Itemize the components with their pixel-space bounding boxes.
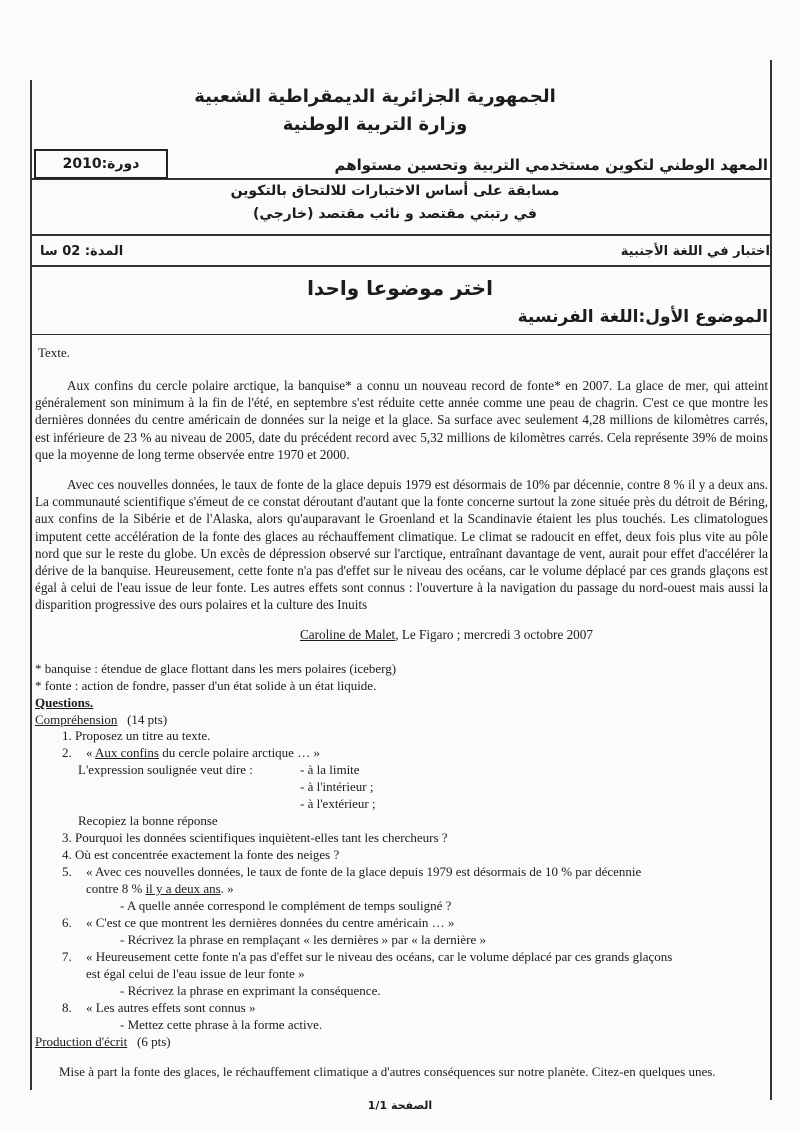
choose-instruction: اختر موضوعا واحدا — [307, 276, 493, 300]
frame-right-border — [770, 60, 772, 1100]
ministry-title: وزارة التربية الوطنية — [282, 114, 468, 135]
question-7-sub: - Récrivez la phrase en exprimant la conséquence. — [120, 983, 381, 998]
production-heading — [35, 1034, 171, 1050]
question-2-rest: du cercle polaire arctique … » — [158, 745, 320, 760]
question-2-instruction: Recopiez la bonne réponse — [78, 813, 218, 828]
question-2-option-3: - à l'extérieur ; — [300, 796, 376, 811]
question-5-underlined: il y a deux ans — [145, 881, 221, 896]
production-prompt: Mise à part la fonte des glaces, le réchauffement climatique a d'autres conséquences sur notre planète. Citez-en quelques unes. — [59, 1064, 716, 1079]
text-source — [300, 626, 593, 643]
question-5-line-2-start: contre 8 % — [86, 881, 146, 896]
question-5-number: 5. — [62, 864, 72, 879]
institute-title: المعهد الوطني لتكوين مستخدمي التربية وتحسين مستواهم — [334, 156, 768, 174]
footnote-banquise: * banquise : étendue de glace flottant dans les mers polaires (iceberg) — [35, 661, 397, 676]
competition-title: مسابقة على أساس الاختبارات للالتحاق بالتكوين — [230, 183, 560, 199]
text-frame-top — [30, 334, 772, 335]
question-6-line: « C'est ce que montrent les dernières données du centre américain … » — [86, 915, 455, 930]
question-2-underlined: Aux confins — [95, 745, 159, 760]
questions-heading: Questions. — [35, 695, 94, 710]
exam-duration: المدة: 02 سا — [40, 244, 124, 259]
session-label: دورة:2010 — [62, 156, 140, 172]
question-2-option-1: - à la limite — [300, 762, 360, 777]
question-7-line-2: est égal celui de l'eau issue de leur fonte » — [86, 966, 305, 981]
page-number: الصفحة 1/1 — [367, 1099, 433, 1112]
exam-subject: اختبار في اللغة الأجنبية — [620, 244, 770, 259]
question-6-sub: - Récrivez la phrase en remplaçant « les dernières » par « la dernière » — [120, 932, 486, 947]
question-7-number: 7. — [62, 949, 72, 964]
question-5-sub: - A quelle année correspond le complément de temps souligné ? — [120, 898, 452, 913]
question-6-number: 6. — [62, 915, 72, 930]
question-1: 1. Proposez un titre au texte. — [62, 728, 211, 743]
grades-title: في رتبتي مقتصد و نائب مقتصد (خارجي) — [253, 206, 537, 222]
session-box — [34, 149, 168, 179]
production-points: (6 pts) — [137, 1034, 171, 1049]
comprehension-points: (14 pts) — [127, 712, 168, 727]
header-divider-3 — [30, 265, 772, 267]
question-8-sub: - Mettez cette phrase à la forme active. — [120, 1017, 323, 1032]
question-5-line-2 — [86, 881, 234, 897]
question-4: 4. Où est concentrée exactement la fonte des neiges ? — [62, 847, 340, 862]
comprehension-label: Compréhension — [35, 712, 118, 727]
footnote-fonte: * fonte : action de fondre, passer d'un état solide à un état liquide. — [35, 678, 377, 693]
question-8-number: 8. — [62, 1000, 72, 1015]
subject-one-title: الموضوع الأول:اللغة الفرنسية — [517, 307, 768, 327]
question-2-open-quote: « — [86, 745, 93, 760]
question-7-line-1: « Heureusement cette fonte n'a pas d'effet sur le niveau des océans, car le volume déplacé par ces grands glaçons — [86, 949, 673, 964]
question-2-option-2: - à l'intérieur ; — [300, 779, 374, 794]
question-5-line-2-end: . » — [220, 881, 234, 896]
production-label: Production d'écrit — [35, 1034, 128, 1049]
text-paragraph-2: Avec ces nouvelles données, le taux de fonte de la glace depuis 1979 est désormais de 10% par décennie, contre 8 % il y a deux ans. La communauté scientifique s'émeut de ce constat déroutant d'autant que la fonte concerne surtout la zone située près du détroit de Béring, aux confins de la Sibérie et de l'Alaska, alors qu'auparavant le Groenland et la Scandinavie étaient les plus touchés. Les climatologues imputent cette accélération de la fonte des glaces au réchauffement climatique. Le climat se radoucit en effet, deux fois plus vite au pôle nord que sur le reste du globe. Un excès de dépression observé sur l'arctique, entraînant davantage de vent, aurait pour effet d'accélérer la dérive de la banquise. Heureusement, cette fonte n'a pas d'effet sur le niveau des océans, car le volume déplacé par ces grands glaçons est égal à celui de l'eau issue de leur fonte. Les autres effets sont connus : l'ouverture à la navigation du passage du nord-ouest mais aussi la disparition progressive des ours polaires et la culture des Inuits — [35, 477, 768, 613]
question-2-expression: L'expression soulignée veut dire : — [78, 762, 253, 777]
question-5-line-1: « Avec ces nouvelles données, le taux de fonte de la glace depuis 1979 est désormais de 10 % par décennie — [86, 864, 642, 879]
question-8-line: « Les autres effets sont connus » — [86, 1000, 256, 1015]
frame-left-border — [30, 80, 32, 1090]
question-2 — [86, 745, 320, 761]
text-label: Texte. — [38, 345, 70, 360]
header-divider-2 — [30, 234, 772, 236]
republic-title: الجمهورية الجزائرية الديمقراطية الشعبية — [194, 86, 556, 107]
text-paragraph-1: Aux confins du cercle polaire arctique, la banquise* a connu un nouveau record de fonte* en 2007. La glace de mer, qui atteint généralement son minimum à la fin de l'été, en septembre s'est réduite cette année comme une peau de chagrin. C'est ce que montre les dernières données du centre américain de données sur la neige et la glace. Sa surface avec seulement 4,28 millions de kilomètres carrés, est inférieure de 23 % au niveau de 2005, date du précédent record avec 5,32 millions de kilomètres carrés. Cela représente 39% de moins que la moyenne de long terme observée entre 1970 et 2000. — [35, 378, 768, 462]
question-3: 3. Pourquoi les données scientifiques inquiètent-elles tant les chercheurs ? — [62, 830, 448, 845]
source-publication: , Le Figaro ; mercredi 3 octobre 2007 — [395, 627, 593, 642]
question-2-number: 2. — [62, 745, 72, 760]
source-author: Caroline de Malet — [300, 627, 396, 642]
comprehension-heading — [35, 711, 167, 728]
